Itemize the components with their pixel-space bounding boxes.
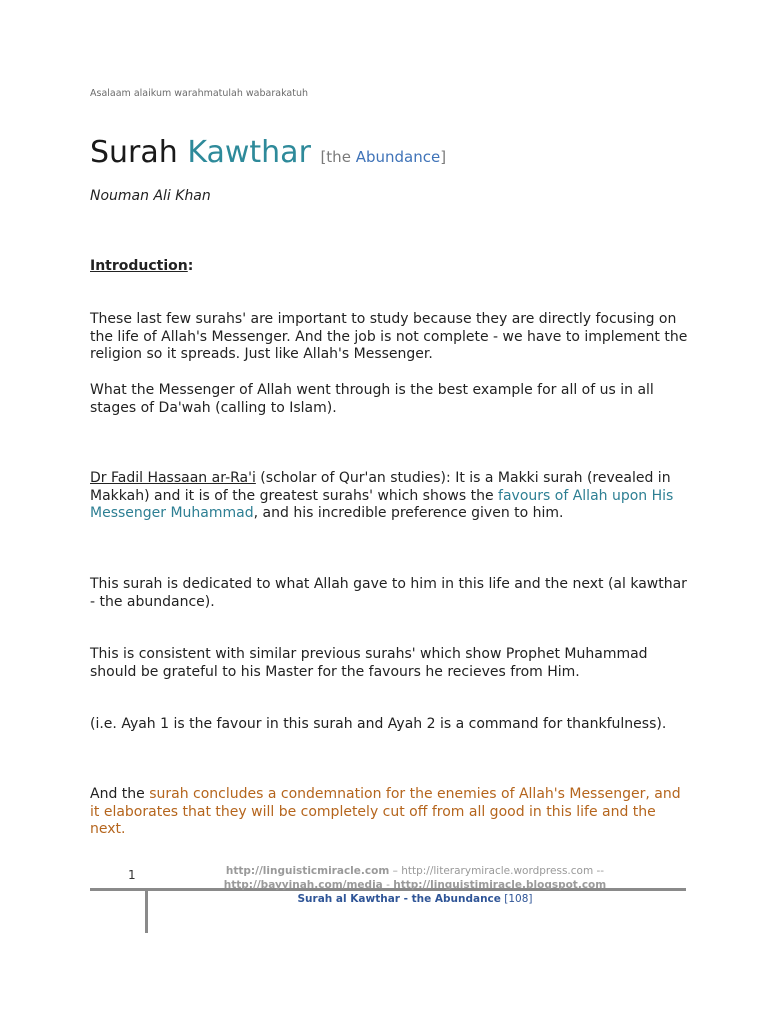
title-word-kawthar: Kawthar [187,135,311,170]
heading-label: Introduction [90,258,188,274]
footer-sep-2: -- [593,865,605,877]
page-number: 1 [128,868,136,882]
title-word-surah: Surah [90,135,178,170]
paragraph-3-text-a: (scholar of Qur'an studies): It is a Makki surah (revealed in Makkah) and it is of the greatest surahs' which shows the [90,470,671,504]
paragraph-7-text: And the [90,786,150,802]
paragraph-2: What the Messenger of Allah went through is the best example for all of us in all stages of Da'wah (calling to Islam). [90,382,654,416]
footer-line-1 [160,864,670,878]
author-name: Nouman Ali Khan [90,188,211,204]
footer-divider [145,891,148,933]
footer-links [160,864,670,906]
footer-surah-number: [108] [504,893,533,905]
subtitle-abundance: Abundance [355,148,441,166]
paragraph-7 [90,786,690,839]
paragraph-5: This is consistent with similar previous surahs' which show Prophet Muhammad should be grateful to his Master for the favours he recieves from Him. [90,646,648,680]
footer-link-linguisticmiracle[interactable]: http://linguisticmiracle.com [225,865,390,877]
scholar-name: Dr Fadil Hassaan ar-Ra'i [90,470,256,486]
paragraph-7-highlight: surah concludes a condemnation for the enemies of Allah's Messenger, and it elaborates that they will be completely cut off from all good in this life and the next. [90,786,681,837]
greeting-text: Asalaam alaikum warahmatulah wabarakatuh [90,88,309,99]
paragraph-4: This surah is dedicated to what Allah gave to him in this life and the next (al kawthar - the abundance). [90,576,687,610]
paragraph-6: (i.e. Ayah 1 is the favour in this surah and Ayah 2 is a command for thankfulness). [90,716,667,732]
footer-link-bayyinah[interactable]: http://bayyinah.com/media [223,879,383,891]
footer-sep-3: - [382,879,394,891]
footer-line-3 [160,892,670,906]
footer-doc-title: Surah al Kawthar - the Abundance [297,893,501,905]
footer-sep-1: – [389,865,402,877]
subtitle-open: [the [320,148,351,166]
section-heading-introduction [90,258,193,274]
document-title [90,134,446,176]
title-subtitle [320,148,446,166]
paragraph-3-highlight: favours of Allah upon His Messenger Muhammad [90,487,674,521]
paragraph-3-text-b: , and his incredible preference given to him. [253,505,564,521]
footer-link-literarymiracle[interactable]: http://literarymiracle.wordpress.com [401,865,594,877]
footer-line-2 [160,878,670,892]
footer-link-blogspot[interactable]: http://linguistimiracle.blogspot.com [393,879,607,891]
subtitle-close: ] [440,148,447,166]
heading-colon: : [187,258,194,274]
paragraph-1: These last few surahs' are important to study because they are directly focusing on the life of Allah's Messenger. And the job is not complete - we have to implement the religion so it spreads. Just like Allah's Messenger. [90,311,688,362]
paragraph-3 [90,470,690,523]
